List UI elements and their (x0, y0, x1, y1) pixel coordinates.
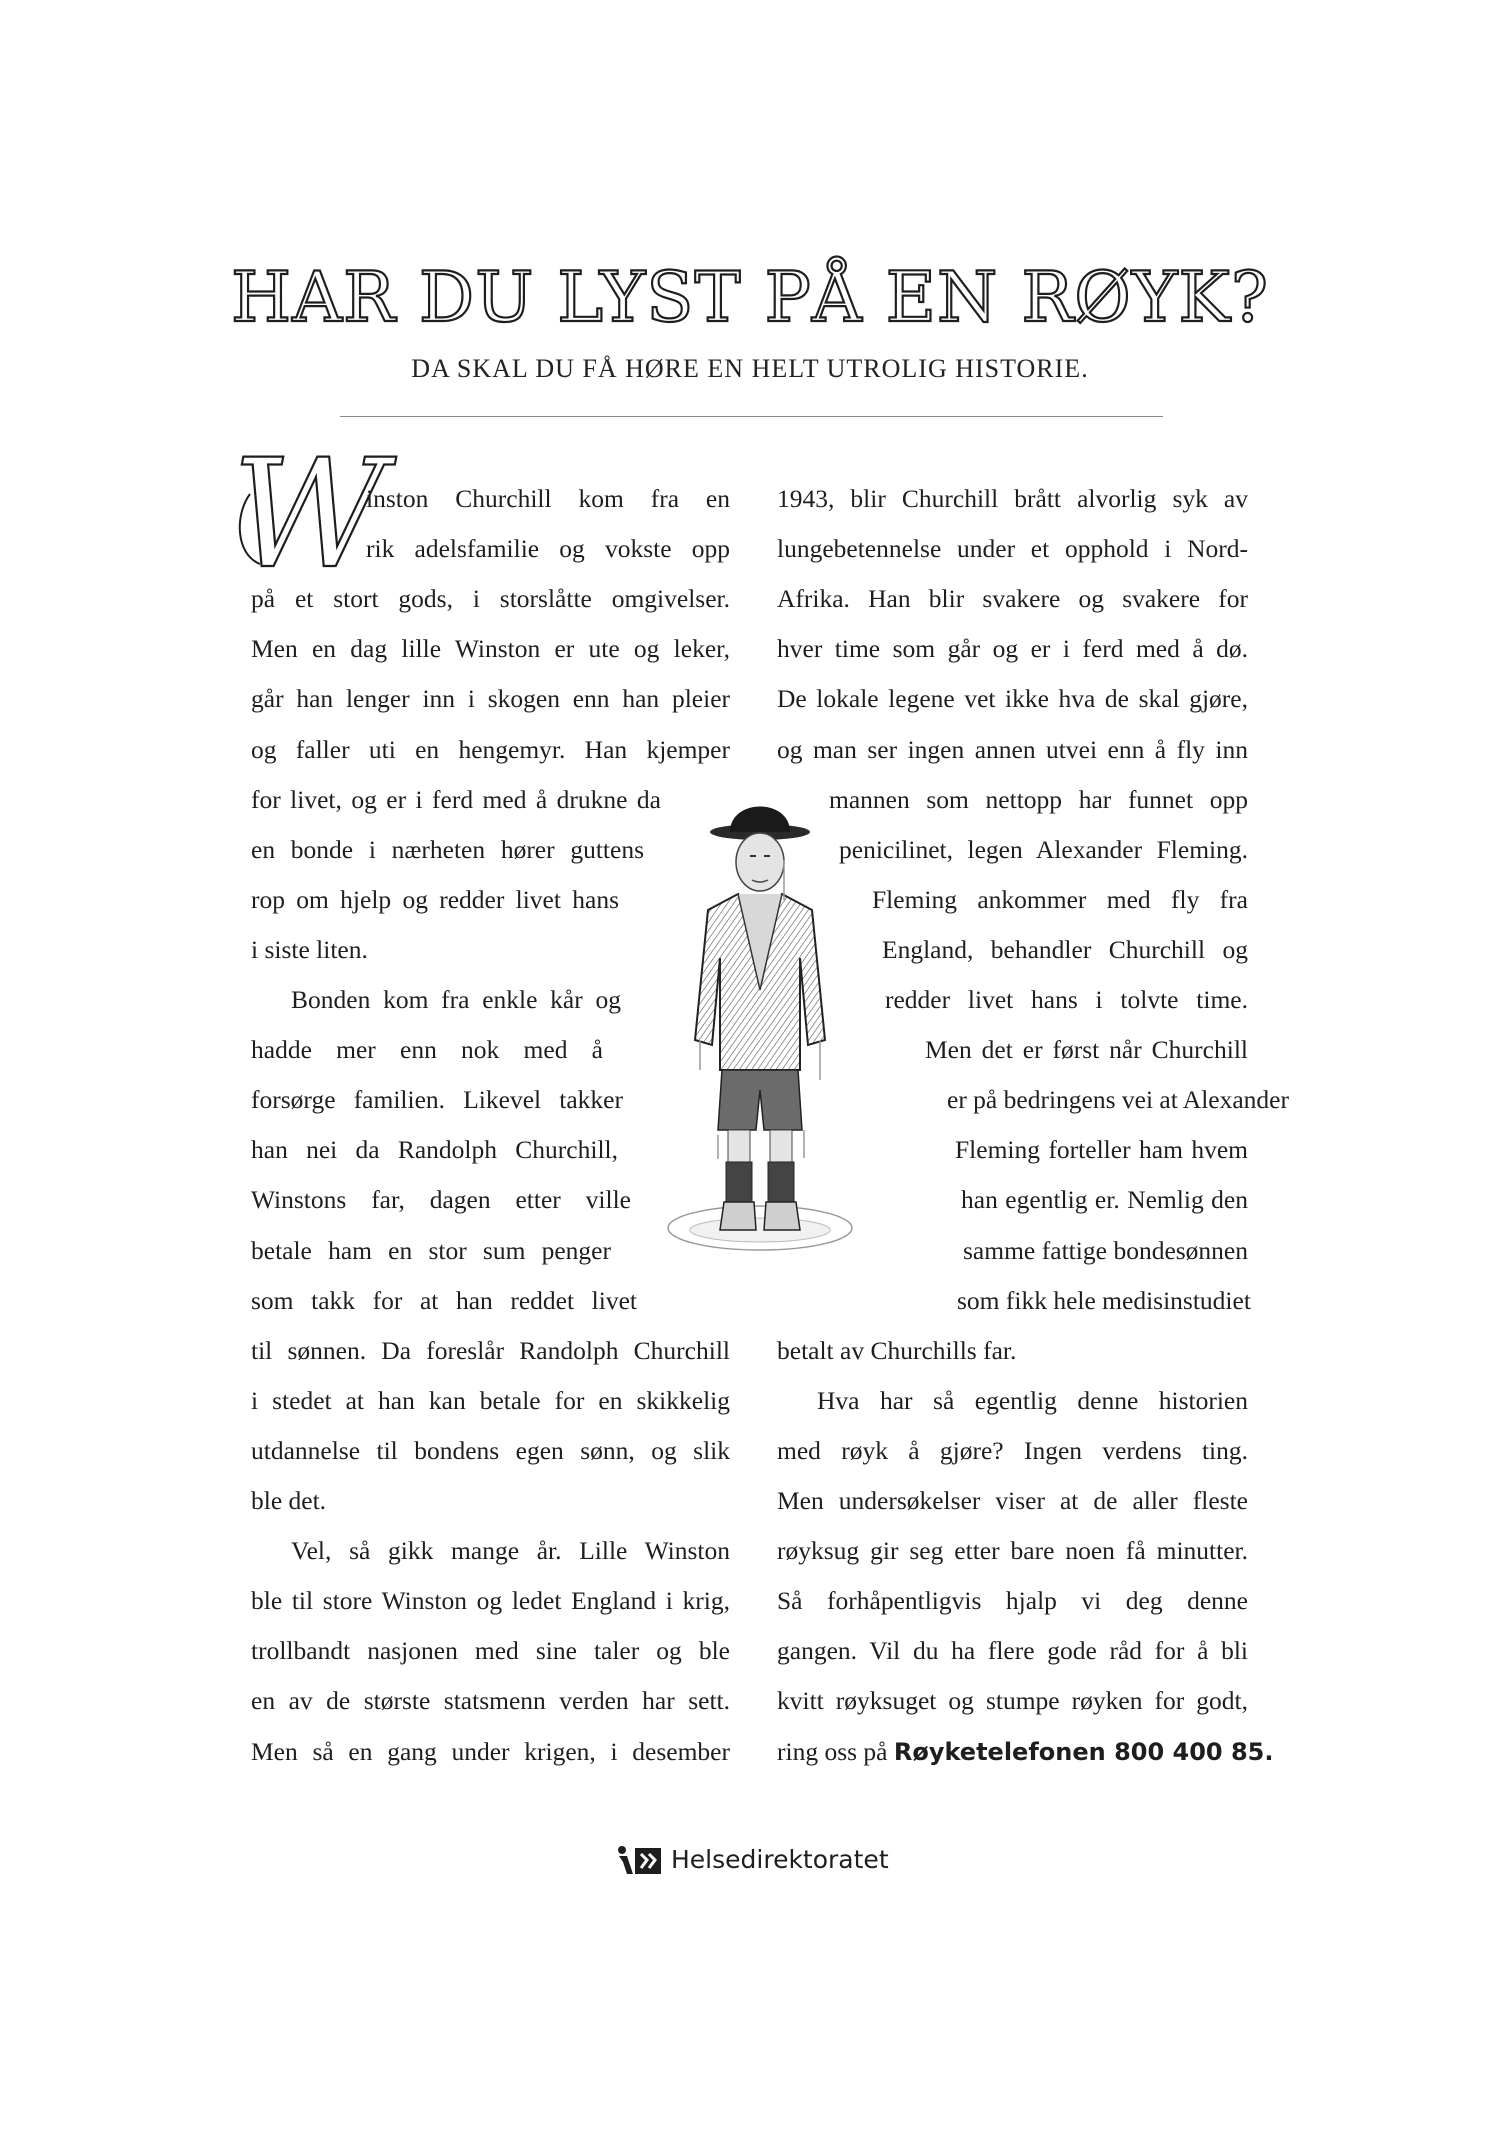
left-column-line: i stedet at han kan betale for en skikkelig (251, 1385, 730, 1415)
left-column-line: Men en dag lille Winston er ute og leker, (251, 634, 730, 664)
right-column-line: gangen. Vil du ha flere gode råd for å bli (777, 1636, 1248, 1666)
right-column-line: England, behandler Churchill og (882, 934, 1248, 964)
left-column-line: Bonden kom fra enkle kår og (291, 985, 621, 1014)
right-column-line: hver time som går og er i ferd med å dø. (777, 634, 1248, 664)
right-column-line: røyksug gir seg etter bare noen få minutter. (777, 1536, 1248, 1566)
wet-boy-illustration-icon (660, 790, 860, 1260)
svg-text:W: W (232, 428, 387, 602)
right-column-line: redder livet hans i tolvte time. (885, 985, 1248, 1014)
right-column-line: Men det er først når Churchill (925, 1035, 1248, 1065)
headline: HAR DU LYST PÅ EN RØYK? (231, 258, 1269, 338)
right-column-line: Afrika. Han blir svakere og svakere for (777, 584, 1248, 614)
left-column-line: forsørge familien. Likevel takker (251, 1085, 623, 1115)
left-column-line: for livet, og er i ferd med å drukne da (251, 784, 661, 814)
left-column-line: en bonde i nærheten hører guttens (251, 834, 644, 864)
left-column-line: Men så en gang under krigen, i desember (251, 1736, 730, 1766)
left-column-line: trollbandt nasjonen med sine taler og ble (251, 1636, 730, 1666)
left-column-line: betale ham en stor sum penger (251, 1235, 611, 1265)
closing-line (777, 1727, 1274, 1777)
left-column-line: og faller uti en hengemyr. Han kjemper (251, 734, 730, 764)
right-column-line: og man ser ingen annen utvei enn å fly inn (777, 734, 1248, 764)
right-column-line: samme fattige bondesønnen (963, 1235, 1248, 1265)
hotline-number: Røyketelefonen 800 400 85. (893, 1737, 1274, 1766)
left-column-line: hadde mer enn nok med å (251, 1035, 603, 1065)
right-column-line: Fleming forteller ham hvem (955, 1135, 1248, 1165)
right-column-line: han egentlig er. Nemlig den (961, 1185, 1248, 1215)
right-column-line: kvitt røyksuget og stumpe røyken for godt, (777, 1686, 1248, 1716)
left-column-line: rik adelsfamilie og vokste opp (366, 534, 730, 564)
right-column-line: Så forhåpentligvis hjalp vi deg denne (777, 1586, 1248, 1616)
left-column-line: han nei da Randolph Churchill, (251, 1135, 618, 1165)
dropcap-w-icon (230, 428, 387, 602)
subheadline: DA SKAL DU FÅ HØRE EN HELT UTROLIG HISTORIE. (411, 354, 1089, 383)
logo-text: Helsedirektoratet (671, 1845, 889, 1874)
helsedirektoratet-logo (617, 1840, 897, 1880)
helsedirektoratet-logo-icon (617, 1844, 663, 1876)
right-column-line: betalt av Churchills far. (777, 1335, 1017, 1365)
left-column-line: Vel, så gikk mange år. Lille Winston (291, 1536, 730, 1566)
divider (340, 416, 1163, 417)
left-column-line: går han lenger inn i skogen enn han pleier (251, 684, 730, 714)
right-column-line: 1943, blir Churchill brått alvorlig syk av (777, 484, 1248, 513)
right-column-line: som fikk hele medisinstudiet (957, 1285, 1251, 1315)
left-column-line: ble det. (251, 1486, 327, 1515)
right-column-line: med røyk å gjøre? Ingen verdens ting. (777, 1435, 1248, 1465)
left-column-line: på et stort gods, i storslåtte omgivelser. (251, 584, 730, 614)
right-column-line: De lokale legene vet ikke hva de skal gjøre, (777, 684, 1248, 714)
left-column-line: i siste liten. (251, 934, 368, 964)
right-column-line: lungebetennelse under et opphold i Nord- (777, 534, 1248, 564)
left-column-line: rop om hjelp og redder livet hans (251, 884, 619, 914)
left-column-line: som takk for at han reddet livet (251, 1285, 637, 1315)
left-column-line: en av de største statsmenn verden har sett. (251, 1686, 730, 1716)
right-column-line: penicilinet, legen Alexander Fleming. (839, 834, 1248, 864)
right-column-line: Fleming ankommer med fly fra (872, 884, 1248, 914)
left-column-line: inston Churchill kom fra en (366, 484, 730, 513)
right-column-line: Hva har så egentlig denne historien (817, 1385, 1248, 1415)
closing-text: ring oss på (777, 1736, 894, 1766)
right-column-line: er på bedringens vei at Alexander (947, 1085, 1289, 1115)
left-column-line: utdannelse til bondens egen sønn, og slik (251, 1435, 730, 1465)
left-column-line: Winstons far, dagen etter ville (251, 1185, 631, 1215)
left-column-line: ble til store Winston og ledet England i krig, (251, 1586, 730, 1616)
right-column-line: Men undersøkelser viser at de aller fleste (777, 1486, 1248, 1515)
right-column-line: mannen som nettopp har funnet opp (829, 784, 1248, 814)
left-column-line: til sønnen. Da foreslår Randolph Churchill (251, 1335, 730, 1365)
